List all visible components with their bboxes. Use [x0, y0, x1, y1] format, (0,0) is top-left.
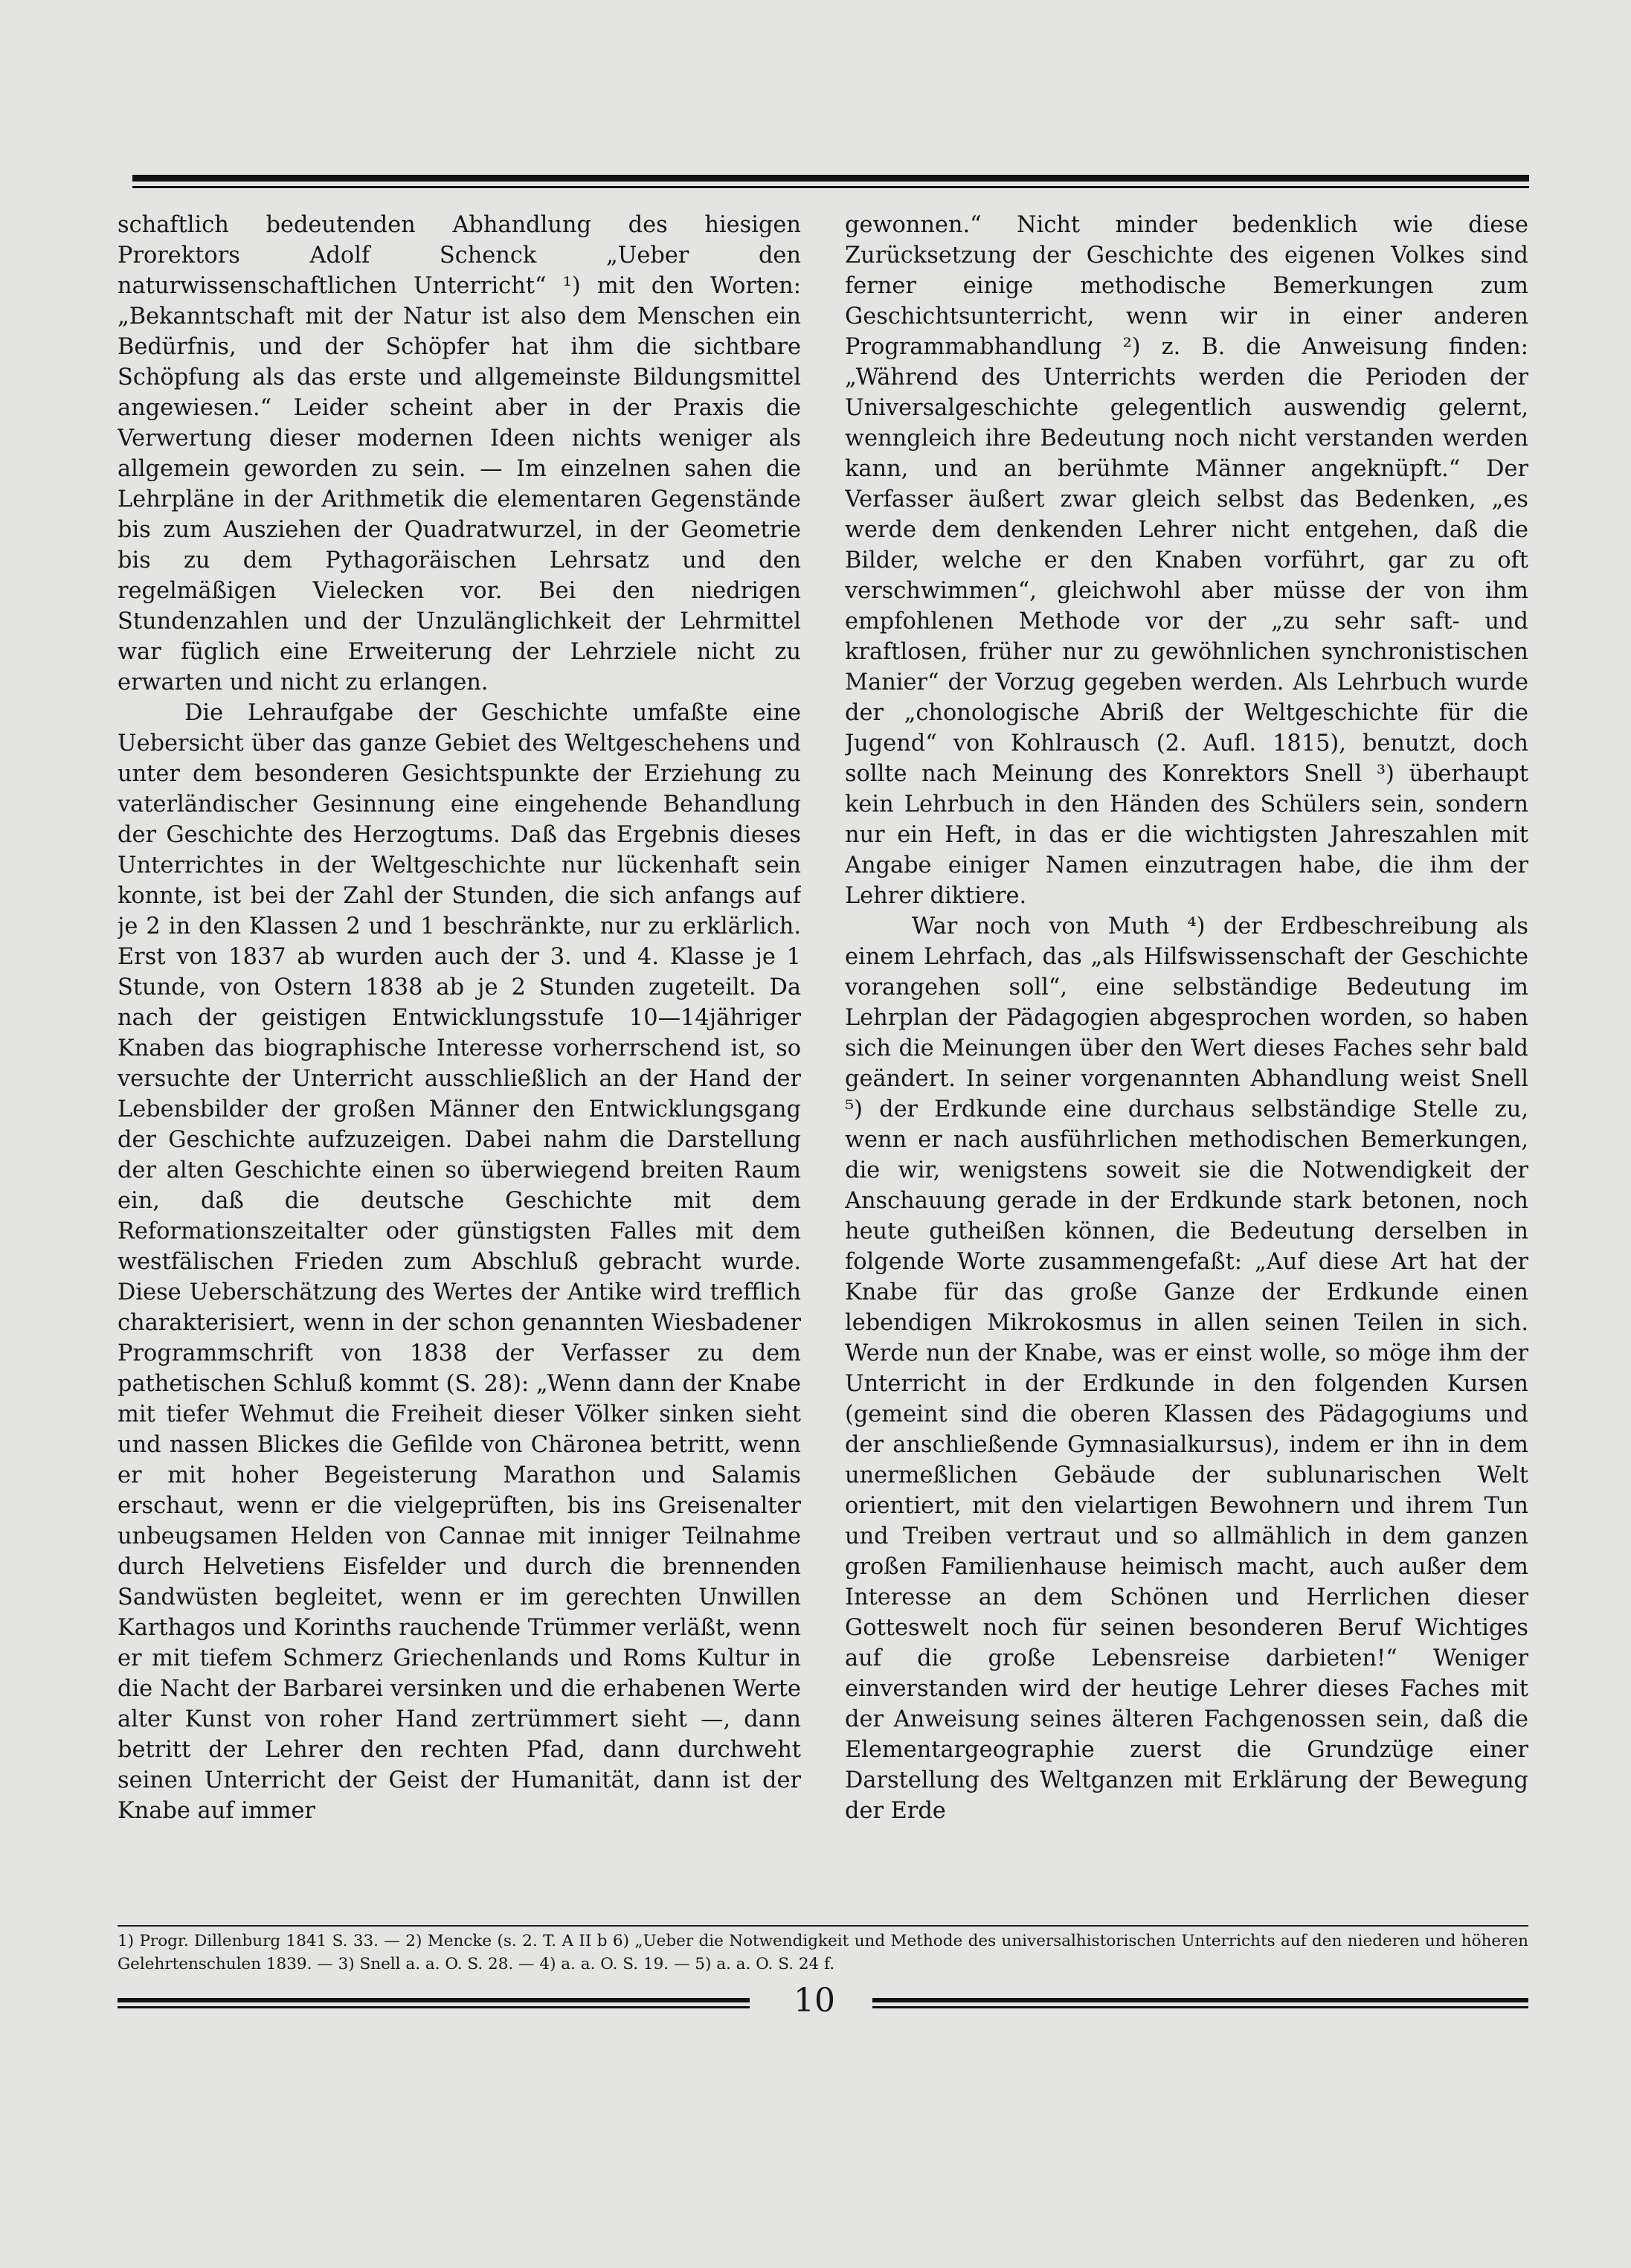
left-column — [118, 210, 801, 1924]
bottom-rule-left-thick — [118, 1998, 750, 2002]
left-paragraph-2: Die Lehraufgabe der Geschichte umfaßte eine Uebersicht über das ganze Gebiet des Weltgeschehens und unter dem besonderen Gesichtspunkte der Erziehung zu vaterländischer Gesinnung eine eingehende Behandlung der Geschichte des Herzogtums. Daß das Ergebnis dieses Unterrichtes in der Weltgeschichte nur lückenhaft sein konnte, ist bei der Zahl der Stunden, die sich anfangs auf je 2 in den Klassen 2 und 1 beschränkte, nur zu erklärlich. Erst von 1837 ab wurden auch der 3. und 4. Klasse je 1 Stunde, von Ostern 1838 ab je 2 Stunden zugeteilt. Da nach der geistigen Entwicklungsstufe 10—14jähriger Knaben das biographische Interesse vorherrschend ist, so versuchte der Unterricht ausschließlich an der Hand der Lebensbilder der großen Männer den Entwicklungsgang der Geschichte aufzuzeigen. Dabei nahm die Darstellung der alten Geschichte einen so überwiegend breiten Raum ein, daß die deutsche Geschichte mit dem Reformationszeitalter oder günstigsten Falles mit dem westfälischen Frieden zum Abschluß gebracht wurde. Diese Ueberschätzung des Wertes der Antike wird trefflich charakterisiert, wenn in der schon genannten Wiesbadener Programmschrift von 1838 der Verfasser zu dem pathetischen Schluß kommt (S. 28): „Wenn dann der Knabe mit tiefer Wehmut die Freiheit dieser Völker sinken sieht und nassen Blickes die Gefilde von Chäronea betritt, wenn er mit hoher Begeisterung Marathon und Salamis erschaut, wenn er die vielgeprüften, bis ins Greisenalter unbeugsamen Helden von Cannae mit inniger Teilnahme durch Helvetiens Eisfelder und durch die brennenden Sandwüsten begleitet, wenn er im gerechten Unwillen Karthagos und Korinths rauchende Trümmer verläßt, wenn er mit tiefem Schmerz Griechenlands und Roms Kultur in die Nacht der Barbarei versinken und die erhabenen Werte alter Kunst von roher Hand zertrümmert sieht —, dann betritt der Lehrer den rechten Pfad, dann durchweht seinen Unterricht der Geist der Humanität, dann ist der Knabe auf immer — [118, 700, 801, 1824]
top-rule-thin — [132, 186, 1529, 188]
top-rule-thick — [132, 175, 1529, 181]
bottom-rule-left-thin — [118, 2006, 750, 2008]
right-column — [845, 210, 1528, 1924]
right-paragraph-2: War noch von Muth ⁴) der Erdbeschreibung als einem Lehrfach, das „als Hilfswissenschaft der Geschichte vorangehen soll“, eine selbständige Bedeutung im Lehrplan der Pädagogien abgesprochen worden, so haben sich die Meinungen über den Wert dieses Faches sehr bald geändert. In seiner vorgenannten Abhandlung weist Snell ⁵) der Erdkunde eine durchaus selbständige Stelle zu, wenn er nach ausführlichen methodischen Bemerkungen, die wir, wenigstens soweit sie die Notwendigkeit der Anschauung gerade in der Erdkunde stark betonen, noch heute gutheißen können, die Bedeutung derselben in folgende Worte zusammengefaßt: „Auf diese Art hat der Knabe für das große Ganze der Erdkunde einen lebendigen Mikrokosmus in allen seinen Teilen in sich. Werde nun der Knabe, was er einst wolle, so möge ihm der Unterricht in der Erdkunde in den folgenden Kursen (gemeint sind die oberen Klassen des Pädagogiums und der anschließende Gymnasialkursus), indem er ihn in dem unermeßlichen Gebäude der sublunarischen Welt orientiert, mit den vielartigen Bewohnern und ihrem Tun und Treiben vertraut und so allmählich in dem ganzen großen Familienhause heimisch macht, auch außer dem Interesse an dem Schönen und Herrlichen dieser Gotteswelt noch für seinen besonderen Beruf Wichtiges auf die große Lebensreise darbieten!“ Weniger einverstanden wird der heutige Lehrer dieses Faches mit der Anweisung seines älteren Fachgenossen sein, daß die Elementargeographie zuerst die Grundzüge einer Darstellung des Weltganzen mit Erklärung der Bewegung der Erde — [845, 913, 1528, 1824]
bottom-rule-right-thin — [872, 2006, 1528, 2008]
left-paragraph-1: schaftlich bedeutenden Abhandlung des hiesigen Prorektors Adolf Schenck „Ueber den naturwissenschaftlichen Unterricht“ ¹) mit den Worten: „Bekanntschaft mit der Natur ist also dem Menschen ein Bedürfnis, und der Schöpfer hat ihm die sichtbare Schöpfung als das erste und allgemeinste Bildungsmittel angewiesen.“ Leider scheint aber in der Praxis die Verwertung dieser modernen Ideen nichts weniger als allgemein geworden zu sein. — Im einzelnen sahen die Lehrpläne in der Arithmetik die elementaren Gegenstände bis zum Ausziehen der Quadratwurzel, in der Geometrie bis zu dem Pythagoräischen Lehrsatz und den regelmäßigen Vielecken vor. Bei den niedrigen Stundenzahlen und der Unzulänglichkeit der Lehrmittel war füglich eine Erweiterung der Lehrziele nicht zu erwarten und nicht zu erlangen. — [118, 212, 801, 696]
right-paragraph-1: gewonnen.“ Nicht minder bedenklich wie diese Zurücksetzung der Geschichte des eigenen Volkes sind ferner einige methodische Bemerkungen zum Geschichtsunterricht, wenn wir in einer anderen Programmabhandlung ²) z. B. die Anweisung finden: „Während des Unterrichts werden die Perioden der Universalgeschichte gelegentlich auswendig gelernt, wenngleich ihre Bedeutung noch nicht verstanden werden kann, und an berühmte Männer angeknüpft.“ Der Verfasser äußert zwar gleich selbst das Bedenken, „es werde dem denkenden Lehrer nicht entgehen, daß die Bilder, welche er den Knaben vorführt, gar zu oft verschwimmen“, gleichwohl aber müsse der von ihm empfohlenen Methode vor der „zu sehr saft- und kraftlosen, früher nur zu gewöhnlichen synchronistischen Manier“ der Vorzug gegeben werden. Als Lehrbuch wurde der „chonologische Abriß der Weltgeschichte für die Jugend“ von Kohlrausch (2. Aufl. 1815), benutzt, doch sollte nach Meinung des Konrektors Snell ³) überhaupt kein Lehrbuch in den Händen des Schülers sein, sondern nur ein Heft, in das er die wichtigsten Jahreszahlen mit Angabe einiger Namen einzutragen habe, die ihm der Lehrer diktiere. — [845, 212, 1528, 909]
footnote-rule — [118, 1925, 1528, 1927]
footnotes: 1) Progr. Dillenburg 1841 S. 33. — 2) Mencke (s. 2. T. A II b 6) „Ueber die Notwendigkeit und Methode des universalhistorischen Unterrichts auf den niederen und höheren Gelehrtenschulen 1839. — 3) Snell a. a. O. S. 28. — 4) a. a. O. S. 19. — 5) a. a. O. S. 24 f. — [118, 1932, 1528, 1973]
bottom-rule-right-thick — [872, 1998, 1528, 2002]
page-number: 10 — [794, 1982, 835, 2020]
